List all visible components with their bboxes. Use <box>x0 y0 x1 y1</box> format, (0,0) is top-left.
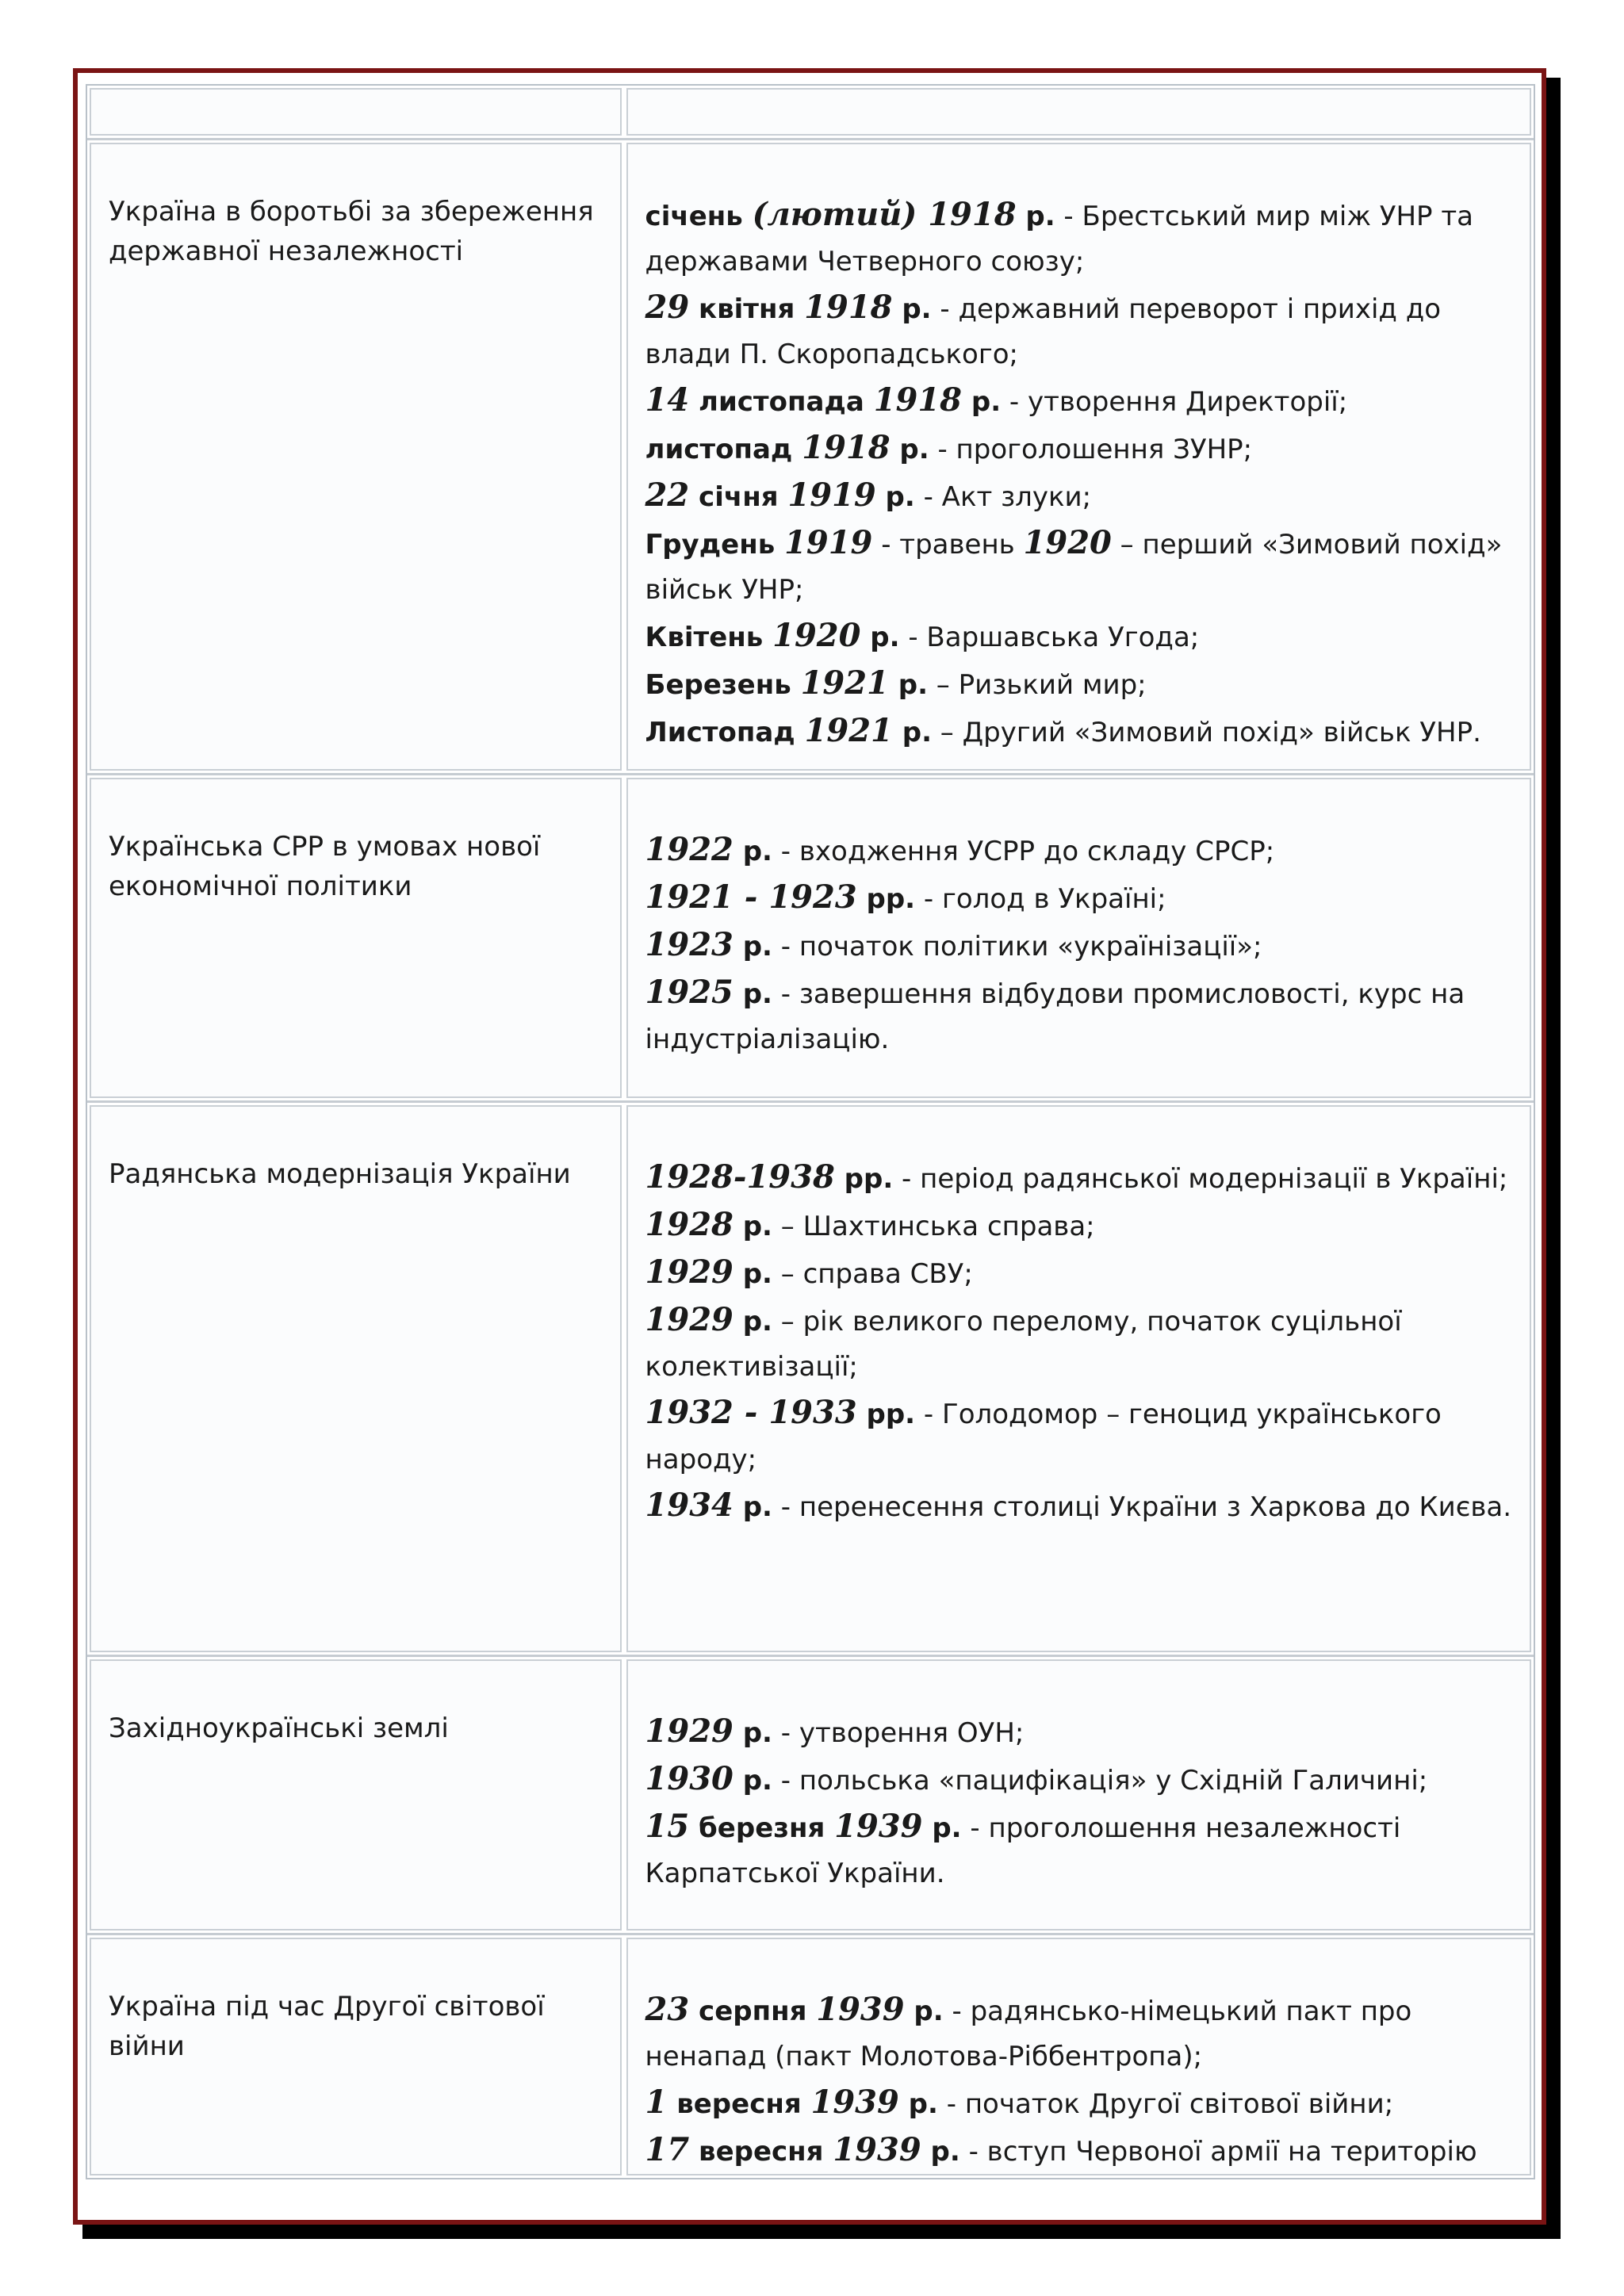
event-date-label: Грудень <box>645 529 785 561</box>
table-row <box>87 1100 1534 1655</box>
topic-cell: Україна в боротьбі за збереження державної незалежності <box>90 143 622 771</box>
event-entry <box>645 1390 1512 1483</box>
event-year: 1939 <box>834 1808 923 1845</box>
event-year: 1918 <box>804 289 893 326</box>
event-text: - входження УСРР до складу СРСР; <box>772 836 1275 867</box>
topic-cell: Україна під час Другої світової війни <box>90 1938 622 2175</box>
event-text: – рік великого перелому, початок суцільної колективізації; <box>645 1306 1402 1383</box>
event-text: – перший «Зимовий похід» військ УНР; <box>645 529 1503 606</box>
event-year: 1939 <box>833 2131 921 2168</box>
event-year: 1939 <box>810 2084 899 2121</box>
history-table <box>86 84 1535 2179</box>
event-year: 1929 <box>645 1301 733 1338</box>
event-text: - вступ Червоної армії на територію <box>959 2136 1477 2168</box>
event-entry <box>645 922 1512 970</box>
event-date-label: р. <box>892 293 932 325</box>
event-year: (лютий) 1918 <box>752 196 1017 233</box>
event-entry <box>645 970 1512 1062</box>
event-entry <box>645 1756 1512 1804</box>
topic-cell: Українська СРР в умовах нової економічної політики <box>90 778 622 1098</box>
event-date-label: листопада <box>689 386 874 418</box>
event-year: 1918 <box>802 429 891 466</box>
event-date-label: серпня <box>689 1996 817 2027</box>
event-date-label: р. <box>733 1306 772 1337</box>
event-year: 1929 <box>645 1712 733 1750</box>
event-year: 17 <box>645 2131 690 2168</box>
event-date-label: р. <box>1016 201 1055 232</box>
event-entry <box>645 1154 1512 1202</box>
event-text: - перенесення столиці України з Харкова до Києва. <box>772 1491 1512 1523</box>
event-text: – Ризький мир; <box>927 669 1147 701</box>
event-year: 1923 <box>645 926 733 963</box>
event-text: - голод в Україні; <box>915 883 1166 915</box>
event-text: - Голодомор – геноцид українського народу; <box>645 1399 1442 1475</box>
event-date-label: р. <box>733 978 772 1010</box>
event-entry <box>645 473 1512 520</box>
event-entry <box>645 1483 1512 1530</box>
table-row <box>87 138 1534 773</box>
event-date-label: рр. <box>856 1399 916 1430</box>
event-entry <box>645 874 1512 922</box>
events-cell <box>626 1659 1531 1931</box>
event-text: – Другий «Зимовий похід» військ УНР. <box>931 717 1481 748</box>
event-entry <box>645 377 1512 425</box>
event-year: 1939 <box>816 1991 905 2028</box>
event-date-label: рр. <box>834 1163 894 1195</box>
event-text: - польська «пацифікація» у Східній Галичині; <box>772 1765 1428 1797</box>
event-entry <box>645 660 1512 708</box>
event-year: 22 <box>645 476 690 514</box>
event-date-label: Квітень <box>645 622 773 653</box>
events-cell <box>626 143 1531 771</box>
event-date-label: р. <box>733 1491 772 1523</box>
event-date-label: листопад <box>645 434 802 465</box>
topic-cell: Радянська модернізація України <box>90 1105 622 1652</box>
event-entry <box>645 1987 1512 2080</box>
event-text: – Шахтинська справа; <box>772 1211 1095 1242</box>
event-date-label: вересня <box>689 2136 833 2168</box>
event-date-label: р. <box>733 1765 772 1797</box>
event-year: 15 <box>645 1808 690 1845</box>
event-date-label: р. <box>890 434 929 465</box>
event-entry <box>645 520 1512 613</box>
event-date-label: р. <box>860 622 900 653</box>
event-year: 14 <box>645 381 690 419</box>
events-cell <box>626 778 1531 1098</box>
event-date-label: січня <box>689 481 788 513</box>
event-date-label: Березень <box>645 669 801 701</box>
event-entry <box>645 613 1512 660</box>
event-year: 1932 - 1933 <box>645 1394 857 1431</box>
event-entry <box>645 192 1512 285</box>
event-entry <box>645 1709 1512 1756</box>
event-text: - початок Другої світової війни; <box>937 2088 1394 2120</box>
event-date-label: вересня <box>667 2088 811 2120</box>
event-year: 1919 <box>787 476 876 514</box>
event-year: 1922 <box>645 831 733 868</box>
event-year: 29 <box>645 289 690 326</box>
events-cell <box>626 1938 1531 2175</box>
event-date-label: р. <box>733 1211 772 1242</box>
event-date-label: р. <box>921 2136 960 2168</box>
event-year: 1929 <box>645 1253 733 1291</box>
event-date-label: р. <box>733 836 772 867</box>
header-cell-topic <box>90 88 622 136</box>
event-text: - утворення Директорії; <box>1001 386 1348 418</box>
page-frame <box>73 68 1546 2225</box>
header-cell-events <box>626 88 1531 136</box>
event-year: 1919 <box>784 524 873 561</box>
event-year: 1 <box>645 2084 668 2121</box>
event-year: 1928-1938 <box>645 1158 835 1196</box>
table-row <box>87 1933 1534 2178</box>
event-text: - державний переворот і прихід до влади П. Скоропадського; <box>645 293 1442 370</box>
event-entry <box>645 1202 1512 1249</box>
event-year: 1930 <box>645 1760 733 1797</box>
topic-cell: Західноукраїнські землі <box>90 1659 622 1931</box>
event-date-label: Листопад <box>645 717 805 748</box>
event-date-label: р. <box>875 481 915 513</box>
event-text: - Акт злуки; <box>914 481 1092 513</box>
event-year: 1928 <box>645 1206 733 1243</box>
event-entry <box>645 1804 1512 1896</box>
events-cell <box>626 1105 1531 1652</box>
event-entry <box>645 708 1512 756</box>
event-date-label: р. <box>733 1717 772 1749</box>
event-text: - завершення відбудови промисловості, курс на індустріалізацію. <box>645 978 1465 1055</box>
event-year: 1934 <box>645 1487 733 1524</box>
event-text: - травень <box>872 529 1024 561</box>
event-date-label: р. <box>888 669 928 701</box>
event-date-label: р. <box>892 717 932 748</box>
event-date-label: січень <box>645 201 753 232</box>
event-year: 1920 <box>772 617 861 654</box>
event-date-label: рр. <box>856 883 916 915</box>
event-text: – справа СВУ; <box>772 1258 973 1290</box>
event-year: 23 <box>645 1991 690 2028</box>
event-date-label: квітня <box>689 293 805 325</box>
event-year: 1921 <box>804 712 893 749</box>
event-entry <box>645 827 1512 874</box>
event-text: - Варшавська Угода; <box>899 622 1200 653</box>
event-text: - радянсько-німецький пакт про ненапад (пакт Молотова-Ріббентропа); <box>645 1996 1412 2072</box>
event-entry <box>645 2080 1512 2127</box>
event-text: - проголошення ЗУНР; <box>929 434 1253 465</box>
event-date-label: березня <box>689 1812 835 1844</box>
event-entry <box>645 1249 1512 1297</box>
event-year: 1921 <box>800 664 889 702</box>
event-entry <box>645 425 1512 473</box>
event-entry <box>645 1297 1512 1390</box>
table-header-row <box>87 86 1534 138</box>
event-text: - утворення ОУН; <box>772 1717 1025 1749</box>
event-date-label: р. <box>898 2088 938 2120</box>
event-text: - проголошення незалежності Карпатської України. <box>645 1812 1401 1889</box>
event-year: 1918 <box>873 381 963 419</box>
event-year: 1925 <box>645 974 733 1011</box>
event-date-label: р. <box>922 1812 962 1844</box>
event-text: - початок політики «українізації»; <box>772 931 1262 962</box>
event-entry <box>645 2127 1512 2175</box>
event-text: - період радянської модернізації в Україні; <box>893 1163 1508 1195</box>
event-text: - Брестський мир між УНР та державами Четверного союзу; <box>645 201 1474 277</box>
event-date-label: р. <box>733 931 772 962</box>
event-year: 1920 <box>1023 524 1112 561</box>
table-row <box>87 773 1534 1100</box>
event-year: 1921 - 1923 <box>645 878 857 916</box>
event-date-label: р. <box>962 386 1002 418</box>
event-date-label: р. <box>904 1996 944 2027</box>
event-date-label: р. <box>733 1258 772 1290</box>
event-entry <box>645 285 1512 377</box>
table-row <box>87 1655 1534 1933</box>
